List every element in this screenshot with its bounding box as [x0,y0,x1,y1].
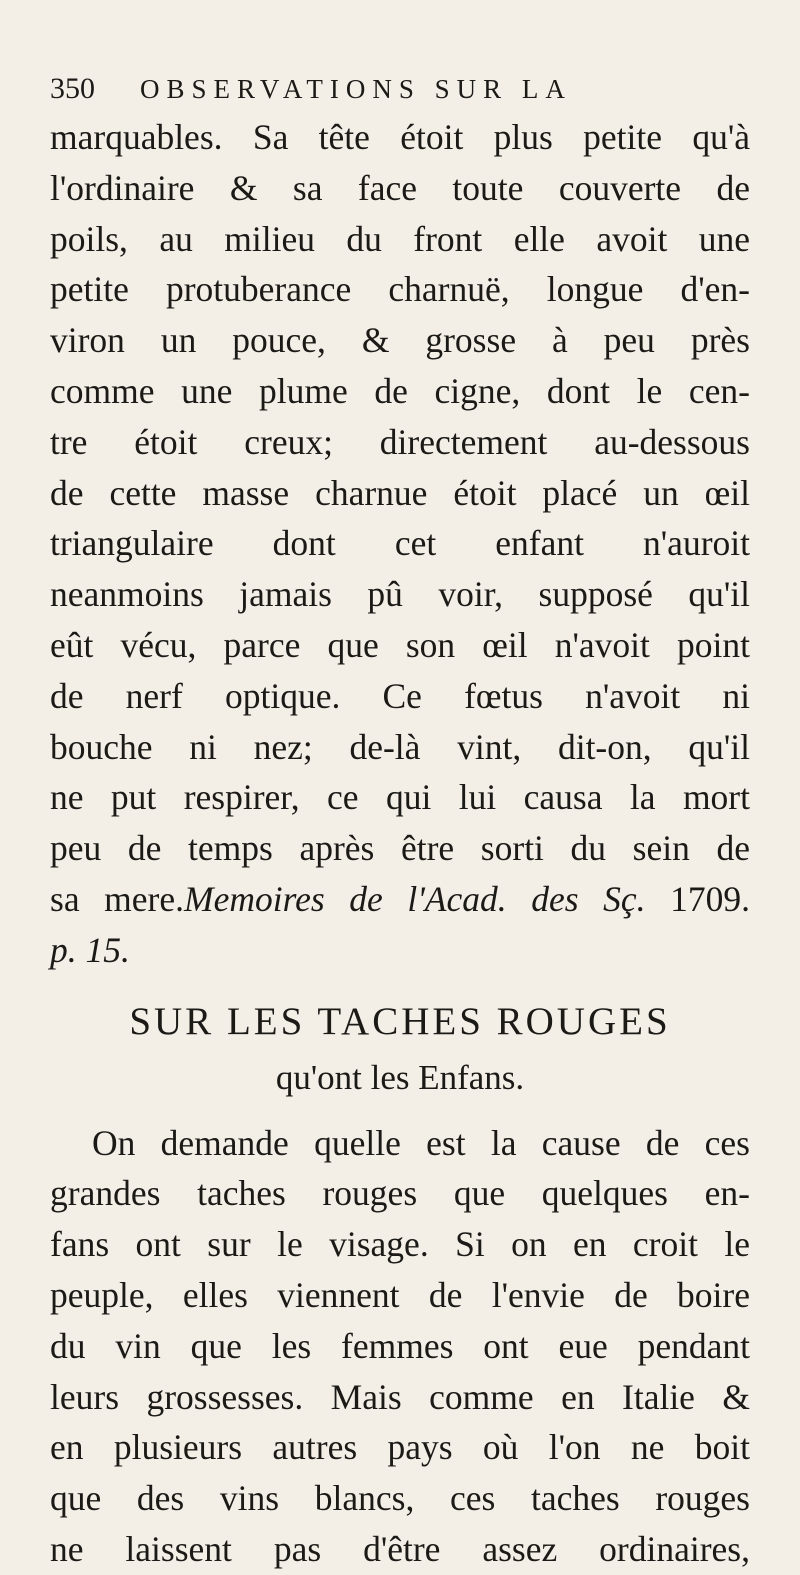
text-line: On demande quelle est la cause de ces [92,1122,750,1163]
first-paragraph [50,112,750,976]
text-line: tre étoit creux; directement au-dessous [50,421,750,462]
text-line: que des vins blancs, ces taches rouges [50,1478,750,1519]
text-line: petite protuberance charnuë, longue d'en- [50,269,750,310]
page-number: 350 [50,72,95,105]
running-title: OBSERVATIONS SUR LA [140,74,572,104]
text-line: peu de temps après être sorti du sein de [50,828,750,869]
text-line: neanmoins jamais pû voir, supposé qu'il [50,574,750,615]
text-line: ne put respirer, ce qui lui causa la mort [50,777,750,818]
citation-line [50,874,750,925]
text-line: l'ordinaire & sa face toute couverte de [50,167,750,208]
citation-page: p. 15. [50,929,130,970]
text-line: triangulaire dont cet enfant n'auroit [50,523,750,564]
section-subheading: qu'ont les Enfans. [275,1057,525,1097]
text-line: de cette masse charnue étoit placé un œil [50,472,750,513]
citation-year: 1709. [645,878,750,919]
text-line: du vin que les femmes ont eue pendant [50,1325,750,1366]
text-line: poils, au milieu du front elle avoit une [50,218,750,259]
text-line: en plusieurs autres pays où l'on ne boit [50,1427,750,1468]
text-line: grandes taches rouges que quelques en- [50,1173,750,1214]
text-line: fans ont sur le visage. Si on en croit le [50,1224,750,1265]
running-head [50,72,750,110]
citation-lead: sa mere. [50,878,184,919]
text-line: bouche ni nez; de-là vint, dit-on, qu'il [50,726,750,767]
text-line: ne laissent pas d'être assez ordinaires, [50,1528,750,1569]
citation-source: Memoires de l'Acad. des Sç. [184,878,646,919]
book-page [50,72,750,1575]
second-paragraph [50,1118,750,1575]
text-line: eût vécu, parce que son œil n'avoit point [50,624,750,665]
text-line: marquables. Sa tête étoit plus petite qu'à [50,117,750,157]
text-line: de nerf optique. Ce fœtus n'avoit ni [50,675,750,716]
text-line: comme une plume de cigne, dont le cen- [50,370,750,411]
text-line: peuple, elles viennent de l'envie de boire [50,1274,750,1315]
text-line: viron un pouce, & grosse à peu près [50,320,750,361]
text-line: leurs grossesses. Mais comme en Italie & [50,1376,750,1417]
section-heading: SUR LES TACHES ROUGES [129,999,671,1043]
